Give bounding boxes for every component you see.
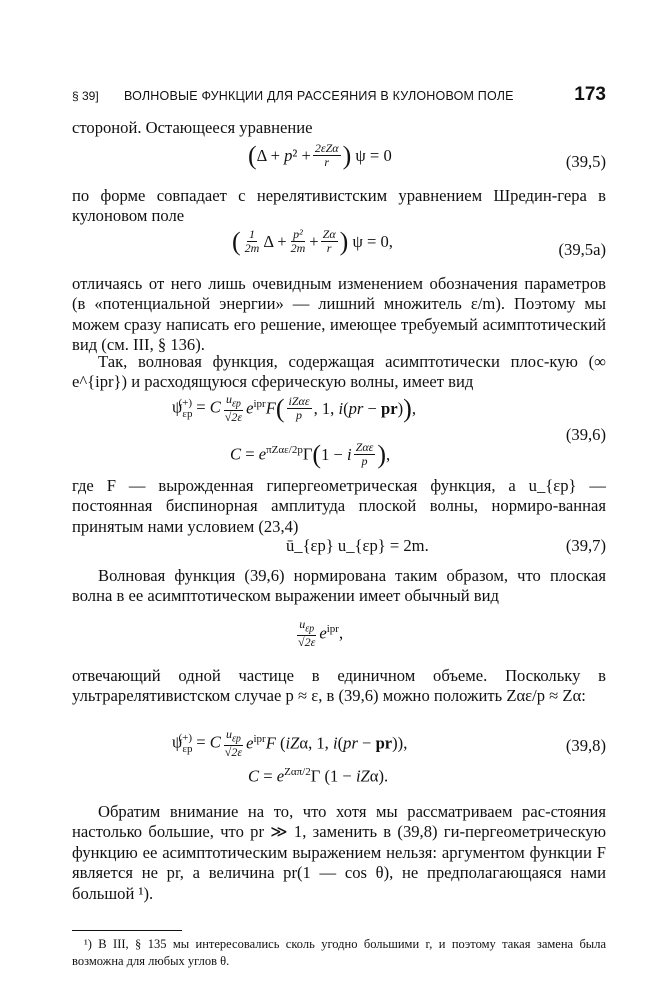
equation-39-5a-tag: (39,5a) — [558, 240, 606, 259]
equation-39-6-tag: (39,6) — [565, 425, 606, 444]
footnote: ¹) В III, § 135 мы интересовались сколь угодно большими r, и поэтому такая замена была возможна для любых углов θ. — [72, 937, 606, 968]
footnote-rule — [72, 930, 182, 931]
equation-39-7-text: ū_{εp} u_{εp} = 2m. — [286, 536, 429, 555]
paragraph-8: Обратим внимание на то, что хотя мы рассматриваем рас-стояния настолько большие, что pr ≫ 1, заменить в (39,8) ги-пергеометрическую функцию ее асимптотическим выражением нельзя: аргументом функции F является не pr, а величина pr(1 — cos θ), не предполагающаяся нами большой ¹). — [72, 802, 606, 903]
equation-39-8: $\psi_{\varepsilon p}^{(+)} = C$ $\frac{u_{\varepsilon p}}{√2\varepsilon}$ $e^{ipr}F$ (iZα, 1, i(pr − pr)), $C = e^{Z\alpha\pi/2}\Gamma$ (1 − iZα). (39,8) — [172, 727, 606, 786]
equation-39-7-tag: (39,7) — [565, 536, 606, 555]
paragraph-3: отличаясь от него лишь очевидным изменением обозначения параметров (в «потенциальной энергии» — лишний множитель ε/m). Поэтому мы можем сразу написать его решение, имеющее требуемый асимптотический вид (см. III, § 136). — [72, 274, 606, 355]
page-number: 173 — [574, 84, 606, 105]
paragraph-1: стороной. Остающееся уравнение — [72, 118, 313, 137]
paragraph-7: отвечающий одной частице в единичном объеме. Поскольку в ультрарелятивистском случае p ≈ ε, в (39,6) можно положить Zαε/p ≈ Zα: — [72, 666, 606, 706]
equation-39-5-tag: (39,5) — [565, 152, 606, 171]
paragraph-4: Так, волновая функция, содержащая асимптотически плос-кую (∞ e^{ipr}) и расходящуюся сферическую волны, имеет вид — [72, 352, 606, 392]
equation-39-8-tag: (39,8) — [565, 736, 606, 755]
paragraph-2: по форме совпадает с нерелятивистским уравнением Шредин-гера в кулоновом поле — [72, 186, 606, 226]
equation-39-5: ( Δ + p² + $\frac{\text{2εZα}}{r}$ ) ψ = 0 (39,5) — [248, 140, 606, 171]
paragraph-5: где F — вырожденная гипергеометрическая функция, а u_{εp} — постоянная биспинорная амплитуда плоской волны, нормиро-ванная принятым нами условием (23,4) — [72, 476, 606, 536]
equation-39-5a: ( $\frac{1}{2m}$ Δ + $\frac{\text{p²}}{2m}$ + $\frac{Z\alpha}{r}$ ) ψ = 0, (39,5a) — [232, 226, 606, 259]
paragraph-6: Волновая функция (39,6) нормирована таким образом, что плоская волна в ее асимптотическом выражении имеет обычный вид — [72, 566, 606, 606]
running-title: ВОЛНОВЫЕ ФУНКЦИИ ДЛЯ РАССЕЯНИЯ В КУЛОНОВОМ ПОЛЕ — [124, 89, 514, 103]
running-header — [72, 84, 606, 108]
equation-39-7 — [72, 536, 606, 560]
section-ref: § 39] — [72, 89, 99, 103]
plane-wave-expression: $\frac{u_{\varepsilon p}}{√2\varepsilon}$ $e^{ipr}$, — [298, 617, 344, 650]
equation-39-6: $\psi_{\varepsilon p}^{(+)} = C$ $\frac{u_{\varepsilon p}}{√2\varepsilon}$ $e^{ipr}F$ ( $\frac{\text{iZαε}}{p}$ , 1, i(pr − pr) ) , $C = e^{\pi Z\alpha\varepsilon/2p}\Gamma$ ( 1 − i $\frac{\text{Zαε}}{p}$ ) , (39,6) — [172, 392, 606, 469]
